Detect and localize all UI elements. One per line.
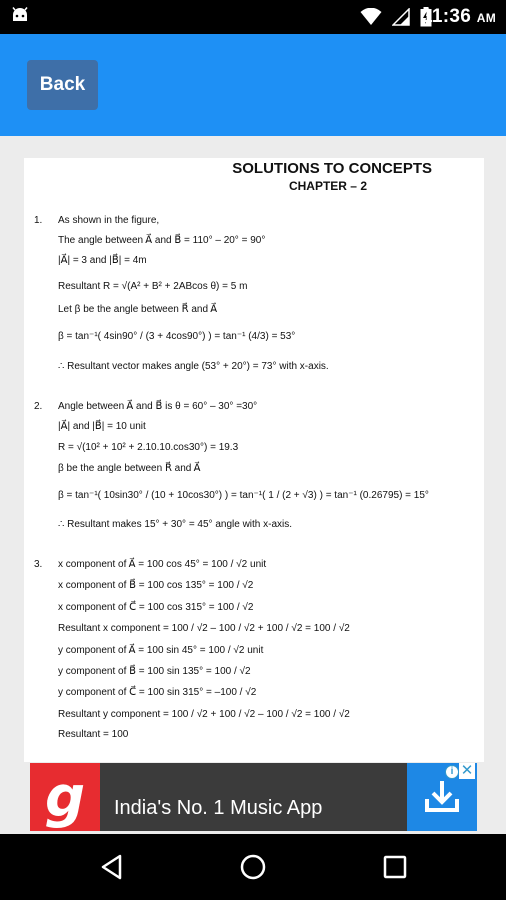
ad-close-icon[interactable]: ✕ [460,762,474,779]
nav-back-button[interactable] [97,852,127,882]
question-number: 3. [34,559,43,570]
back-button[interactable]: Back [27,60,98,110]
solution-line: Let β be the angle between R⃗ and A⃗ [58,304,218,315]
ad-text: India's No. 1 Music App [114,797,323,819]
solution-line: As shown in the figure, [58,215,160,226]
navigation-bar [0,834,506,900]
solution-line: y component of C⃗ = 100 sin 315° = –100 / √2 [58,687,257,698]
document-title: SOLUTIONS TO CONCEPTS [232,160,432,177]
solution-line: Angle between A⃗ and B⃗ is θ = 60° – 30° =30° [58,401,258,412]
ad-banner[interactable] [30,763,477,831]
solution-line: β = tan⁻¹( 10sin30° / (10 + 10cos30°) ) = tan⁻¹( 1 / (2 + √3) ) = tan⁻¹ (0.26795) = 15° [58,490,429,501]
solution-line: y component of A⃗ = 100 sin 45° = 100 / √2 unit [58,645,264,656]
home-circle-icon [239,853,267,881]
document-subtitle: CHAPTER – 2 [288,179,367,193]
signal-icon [392,8,410,31]
app-bar [0,34,506,136]
document-page [24,158,484,762]
clock: 11:36 AM [422,6,496,27]
back-triangle-icon [100,854,124,880]
solution-line: ∴ Resultant vector makes angle (53° + 20°) = 73° with x-axis. [58,361,329,372]
ad-info-icon[interactable]: i [445,765,459,779]
question-number: 1. [34,215,43,226]
solution-line: R = √(10² + 10² + 2.10.10.cos30°) = 19.3 [58,442,239,453]
solution-line: ∴ Resultant makes 15° + 30° = 45° angle with x-axis. [58,519,293,530]
solution-line: Resultant y component = 100 / √2 + 100 / √2 – 100 / √2 = 100 / √2 [58,709,350,720]
solution-line: |A⃗| = 3 and |B⃗| = 4m [58,255,147,266]
solution-line: y component of B⃗ = 100 sin 135° = 100 / √2 [58,666,251,677]
solution-line: The angle between A⃗ and B⃗ = 110° – 20° = 90° [58,235,266,246]
gaana-logo: g [30,763,100,831]
question-number: 2. [34,401,43,412]
solution-line: |A⃗| and |B⃗| = 10 unit [58,421,146,432]
nav-recents-button[interactable] [380,852,410,882]
solution-line: Resultant R = √(A² + B² + 2ABcos θ) = 5 m [58,281,248,292]
recents-square-icon [383,855,407,879]
solution-line: x component of B⃗ = 100 cos 135° = 100 / √2 [58,580,254,591]
wifi-icon [360,8,382,31]
solution-line: x component of A⃗ = 100 cos 45° = 100 / √2 unit [58,559,267,570]
solution-line: x component of C⃗ = 100 cos 315° = 100 / √2 [58,602,254,613]
solution-line: Resultant x component = 100 / √2 – 100 / √2 + 100 / √2 = 100 / √2 [58,623,350,634]
solution-line: Resultant = 100 [58,729,129,740]
download-icon [422,775,462,820]
nav-home-button[interactable] [238,852,268,882]
android-icon [10,7,30,30]
solution-line: β be the angle between R⃗ and A⃗ [58,463,201,474]
status-bar [0,0,506,34]
solution-line: β = tan⁻¹( 4sin90° / (3 + 4cos90°) ) = tan⁻¹ (4/3) = 53° [58,331,296,342]
